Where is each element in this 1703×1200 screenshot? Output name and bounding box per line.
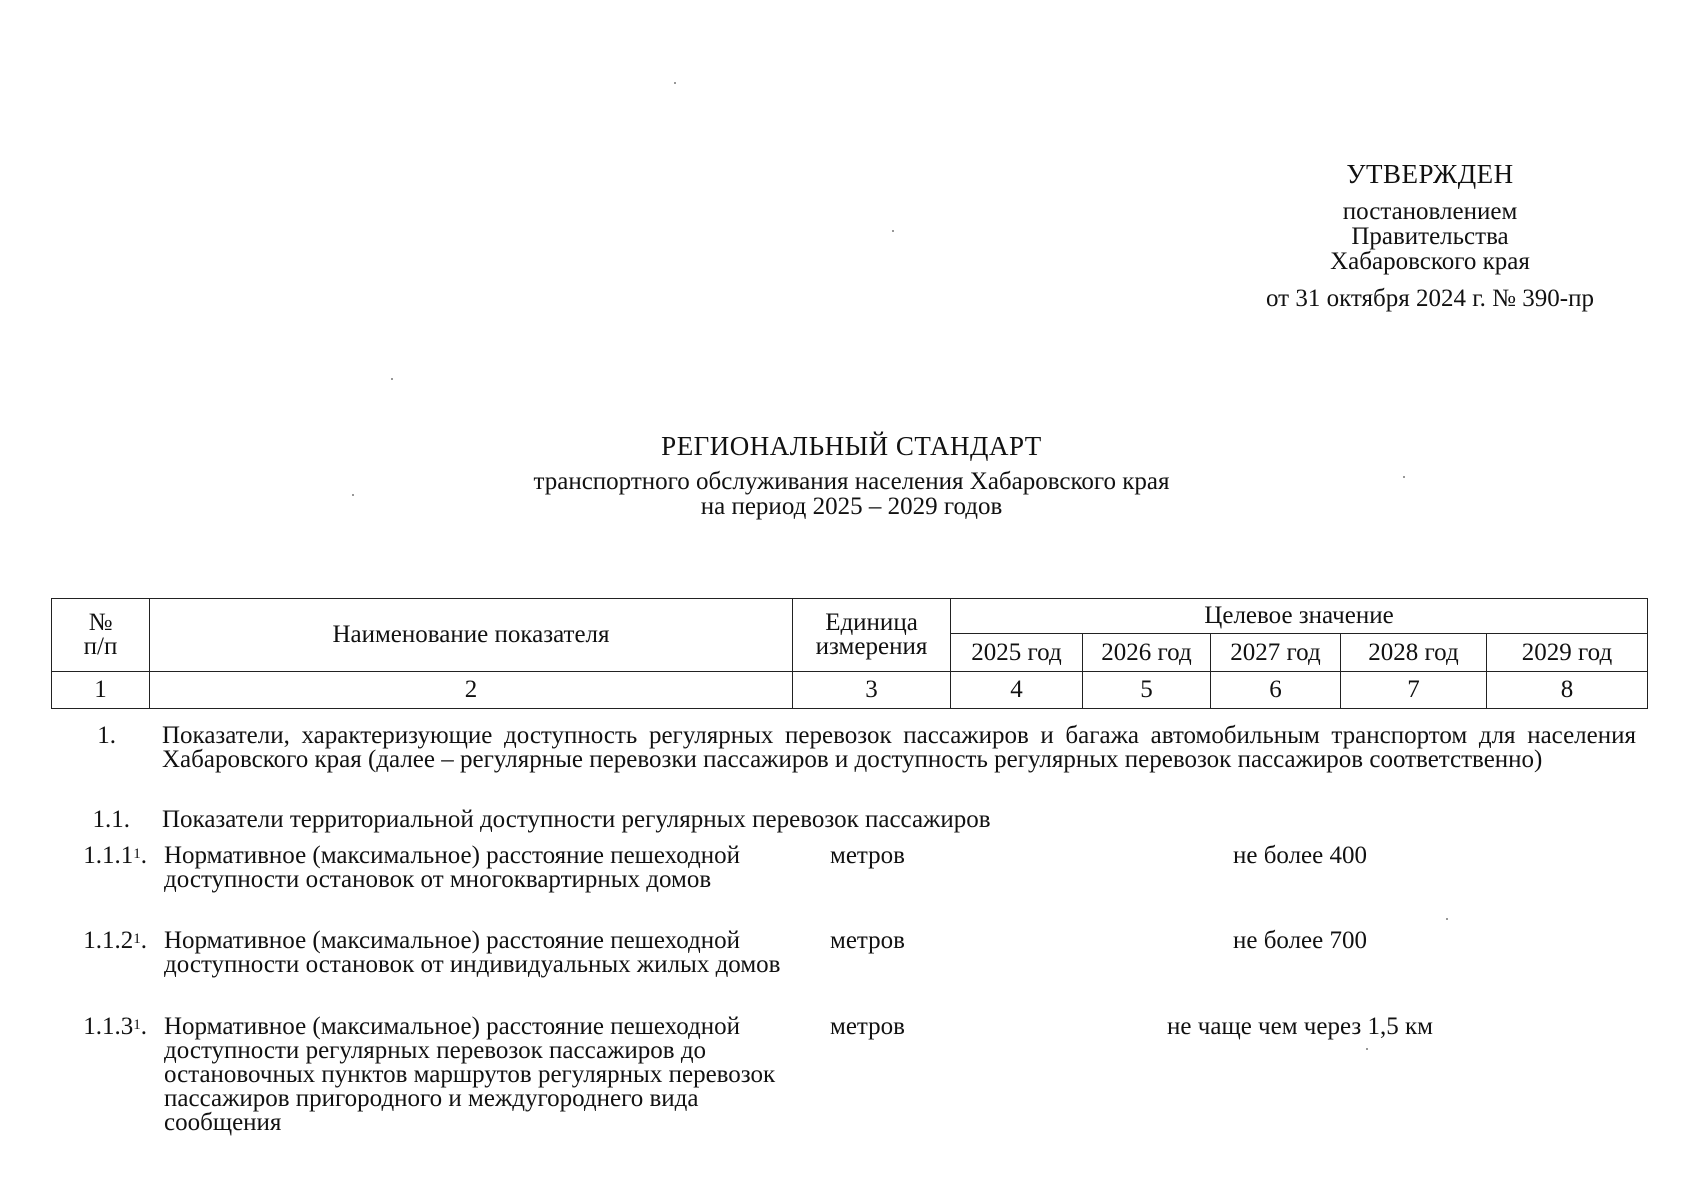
indicator-number-text: 1.1.2 [83, 927, 134, 954]
column-number: 6 [1211, 672, 1341, 709]
approval-block [1180, 159, 1680, 312]
footnote-mark: 1 [133, 1017, 141, 1033]
scan-speck [391, 378, 393, 380]
header-indicator-name: Наименование показателя [150, 599, 793, 672]
scan-speck [674, 82, 676, 84]
scan-speck [1366, 1048, 1368, 1050]
header-year-2028: 2028 год [1341, 634, 1487, 672]
decree-date: от 31 октября 2024 г. № 390-пр [1266, 285, 1594, 312]
indicator-value: не более 700 [1232, 927, 1368, 954]
column-number: 7 [1341, 672, 1487, 709]
indicator-number-suffix: . [140, 1013, 147, 1040]
indicator-number [50, 929, 147, 953]
indicator-number [50, 844, 147, 868]
scan-speck [892, 230, 894, 232]
indicator-name: Нормативное (максимальное) расстояние пешеходной доступности остановок от многоквартирных домов [164, 842, 740, 893]
document-subtitle-line-2: на период 2025 – 2029 годов [700, 493, 1003, 520]
header-year-2029: 2029 год [1487, 634, 1648, 672]
approval-line-3: Хабаровского края [1330, 248, 1530, 275]
indicator-number-suffix: . [140, 842, 147, 869]
footnote-mark: 1 [133, 931, 141, 947]
header-year-2027: 2027 год [1211, 634, 1341, 672]
indicator-unit: метров [830, 1013, 905, 1040]
indicator-name: Нормативное (максимальное) расстояние пешеходной доступности регулярных перевозок пассажиров до остановочных пунктов маршрутов регулярных перевозок пассажиров пригородного и междугороднего вида сообщения [164, 1013, 776, 1136]
column-number: 1 [52, 672, 150, 709]
indicator-value: не более 400 [1232, 842, 1368, 869]
indicator-number-text: 1.1.1 [83, 842, 134, 869]
approval-heading: УТВЕРЖДЕН [1346, 159, 1514, 189]
indicator-unit: метров [830, 842, 905, 869]
indicator-number-text: 1.1.3 [83, 1013, 134, 1040]
document-subtitle-line-1: транспортного обслуживания населения Хабаровского края [533, 468, 1170, 495]
section-number: 1. [97, 722, 116, 749]
header-unit: Единица измерения [793, 599, 951, 672]
approval-line-2: Правительства [1351, 223, 1509, 250]
document-title: РЕГИОНАЛЬНЫЙ СТАНДАРТ [661, 431, 1042, 461]
column-number: 5 [1083, 672, 1211, 709]
header-year-2026: 2026 год [1083, 634, 1211, 672]
header-num: № п/п [52, 599, 150, 672]
section-number: 1.1. [92, 806, 130, 833]
indicator-unit: метров [830, 927, 905, 954]
approval-line-1: постановлением [1342, 198, 1518, 225]
column-number: 4 [951, 672, 1083, 709]
document-title-block [0, 431, 1703, 520]
section-text: Показатели, характеризующие доступность регулярных перевозок пассажиров и багажа автомобильным транспортом для населения Хабаровского края (далее – регулярные перевозки пассажиров и доступность регулярных перевозок пассажиров соответственно) [162, 722, 1636, 773]
indicator-table-header [51, 598, 1648, 709]
indicator-number-suffix: . [140, 927, 147, 954]
indicator-number [50, 1015, 147, 1039]
column-number: 3 [793, 672, 951, 709]
header-target-value: Целевое значение [951, 599, 1648, 634]
footnote-mark: 1 [133, 846, 141, 862]
indicator-value: не чаще чем через 1,5 км [1167, 1013, 1433, 1040]
column-number: 8 [1487, 672, 1648, 709]
indicator-name: Нормативное (максимальное) расстояние пешеходной доступности остановок от индивидуальных жилых домов [164, 927, 781, 978]
scan-speck [1446, 918, 1448, 920]
column-number: 2 [150, 672, 793, 709]
header-year-2025: 2025 год [951, 634, 1083, 672]
section-text: Показатели территориальной доступности регулярных перевозок пассажиров [162, 806, 991, 833]
